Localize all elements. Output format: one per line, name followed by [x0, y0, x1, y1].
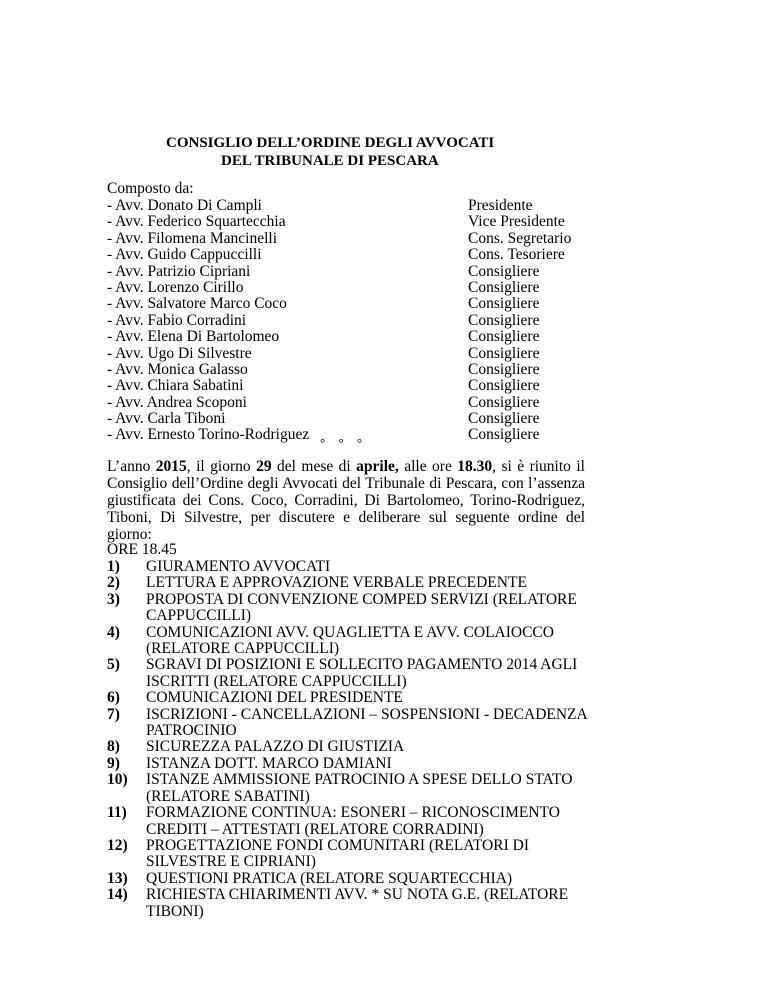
member-role: Presidente: [468, 197, 533, 214]
intro-month: aprile,: [356, 458, 399, 475]
member-row: [107, 411, 587, 427]
agenda-text: COMUNICAZIONI DEL PRESIDENTE: [146, 689, 403, 707]
agenda-item: [107, 838, 587, 871]
member-role: Consigliere: [468, 311, 540, 329]
agenda-number: 6): [107, 689, 120, 707]
section-separator: ° ° °: [320, 435, 368, 450]
agenda-number: 2): [107, 574, 120, 592]
agenda-number: 1): [107, 558, 120, 575]
member-role: Cons. Segretario: [468, 229, 572, 247]
member-name: - Avv. Carla Tiboni: [107, 410, 226, 428]
members-list: [107, 198, 587, 444]
member-row: [107, 346, 587, 362]
agenda-text: RICHIESTA CHIARIMENTI AVV. * SU NOTA G.E. (RELATORE TIBONI): [146, 886, 569, 920]
agenda-text: GIURAMENTO AVVOCATI: [146, 558, 331, 575]
member-row: [107, 329, 587, 345]
member-row: [107, 264, 587, 280]
agenda-text: LETTURA E APPROVAZIONE VERBALE PRECEDENTE: [146, 574, 527, 592]
member-role: Consigliere: [468, 426, 540, 444]
agenda-text: ISTANZA DOTT. MARCO DAMIANI: [146, 754, 392, 772]
intro-day: 29: [256, 458, 272, 475]
intro-text-3: del mese di: [271, 458, 357, 475]
member-row: [107, 296, 587, 312]
agenda-text: PROGETTAZIONE FONDI COMUNITARI (RELATORI DI SILVESTRE E CIPRIANI): [146, 836, 529, 871]
agenda-text: PROPOSTA DI CONVENZIONE COMPED SERVIZI (RELATORE CAPPUCCILLI): [146, 590, 577, 625]
agenda-number: 4): [107, 623, 120, 641]
agenda-number: 9): [107, 754, 120, 772]
member-role: Consigliere: [468, 295, 540, 313]
ore-line: ORE 18.45: [107, 541, 177, 558]
member-row: [107, 313, 587, 329]
member-name: - Avv. Patrizio Cipriani: [107, 262, 251, 280]
agenda-text: QUESTIONI PRATICA (RELATORE SQUARTECCHIA): [146, 869, 513, 887]
member-row: [107, 280, 587, 296]
member-row: [107, 198, 587, 214]
agenda-number: 11): [107, 804, 127, 822]
member-name: - Avv. Chiara Sabatini: [107, 377, 244, 395]
intro-text-4: alle ore: [398, 458, 458, 475]
agenda-item: [107, 575, 587, 591]
member-role: Consigliere: [468, 262, 540, 280]
agenda-number: 12): [107, 836, 128, 854]
agenda-item: [107, 592, 587, 625]
intro-paragraph: [107, 458, 585, 543]
member-row: [107, 395, 587, 411]
intro-year: 2015: [155, 458, 187, 475]
member-name: - Avv. Lorenzo Cirillo: [107, 278, 244, 296]
agenda-item: [107, 871, 587, 887]
agenda-text: FORMAZIONE CONTINUA: ESONERI – RICONOSCIMENTO CREDITI – ATTESTATI (RELATORE CORRADINI): [146, 804, 560, 838]
agenda-text: SGRAVI DI POSIZIONI E SOLLECITO PAGAMENTO 2014 AGLI ISCRITTI (RELATORE CAPPUCCILLI): [146, 656, 578, 690]
agenda-text: ISCRIZIONI - CANCELLAZIONI – SOSPENSIONI - DECADENZA PATROCINIO: [146, 705, 587, 740]
agenda-item: [107, 887, 587, 920]
agenda-number: 3): [107, 590, 120, 608]
composto-label: Composto da:: [107, 180, 194, 197]
agenda-item: [107, 559, 587, 575]
header-line-1: CONSIGLIO DELL’ORDINE DEGLI AVVOCATI: [166, 135, 495, 151]
member-role: Consigliere: [468, 278, 540, 296]
intro-text-5: , si è riunito il Consiglio dell’Ordine degli Avvocati del Tribunale di Pescara, con l’assenza giustificata dei Cons. Coco, Corradini, Di Bartolomeo, Torino-Rodriguez, Tiboni, Di Silvestre, per discutere e deliberare sul seguente ordine del giorno:: [107, 458, 585, 543]
member-row: [107, 231, 587, 247]
member-role: Consigliere: [468, 393, 540, 411]
agenda-text: COMUNICAZIONI AVV. QUAGLIETTA E AVV. COLAIOCCO (RELATORE CAPPUCCILLI): [146, 623, 554, 658]
member-row: [107, 378, 587, 394]
member-name: - Avv. Donato Di Campli: [107, 197, 262, 214]
agenda-list: [107, 559, 587, 920]
agenda-number: 5): [107, 656, 120, 674]
agenda-item: [107, 772, 587, 805]
member-role: Consigliere: [468, 344, 540, 362]
member-row: [107, 214, 587, 230]
header-line-2: DEL TRIBUNALE DI PESCARA: [221, 152, 439, 169]
agenda-number: 8): [107, 738, 120, 756]
member-role: Consigliere: [468, 360, 540, 378]
agenda-item: [107, 739, 587, 755]
intro-text-1: L’anno: [107, 458, 156, 475]
agenda-item: [107, 707, 587, 740]
agenda-number: 13): [107, 869, 128, 887]
member-row: [107, 247, 587, 263]
agenda-number: 7): [107, 705, 120, 723]
member-role: Consigliere: [468, 328, 540, 346]
member-name: - Avv. Federico Squartecchia: [107, 213, 286, 231]
member-row: [107, 362, 587, 378]
member-role: Vice Presidente: [468, 213, 565, 231]
intro-text-2: , il giorno: [186, 458, 257, 475]
member-name: - Avv. Filomena Mancinelli: [107, 229, 278, 247]
member-name: - Avv. Guido Cappuccilli: [107, 246, 262, 264]
agenda-item: [107, 805, 587, 838]
agenda-item: [107, 756, 587, 772]
member-role: Consigliere: [468, 410, 540, 428]
document-header: [166, 135, 494, 170]
member-role: Consigliere: [468, 377, 540, 395]
member-name: - Avv. Salvatore Marco Coco: [107, 295, 287, 313]
member-name: - Avv. Ernesto Torino-Rodriguez: [107, 426, 310, 444]
member-name: - Avv. Monica Galasso: [107, 360, 248, 378]
member-name: - Avv. Elena Di Bartolomeo: [107, 328, 280, 346]
agenda-item: [107, 625, 587, 658]
member-name: - Avv. Ugo Di Silvestre: [107, 344, 252, 362]
member-name: - Avv. Fabio Corradini: [107, 311, 247, 329]
agenda-text: ISTANZE AMMISSIONE PATROCINIO A SPESE DELLO STATO (RELATORE SABATINI): [146, 771, 573, 805]
agenda-item: [107, 657, 587, 690]
member-name: - Avv. Andrea Scoponi: [107, 393, 247, 411]
agenda-number: 14): [107, 886, 128, 904]
member-role: Cons. Tesoriere: [468, 246, 565, 264]
intro-time: 18.30: [457, 458, 493, 475]
agenda-item: [107, 690, 587, 706]
agenda-number: 10): [107, 771, 128, 789]
agenda-text: SICUREZZA PALAZZO DI GIUSTIZIA: [146, 738, 405, 756]
